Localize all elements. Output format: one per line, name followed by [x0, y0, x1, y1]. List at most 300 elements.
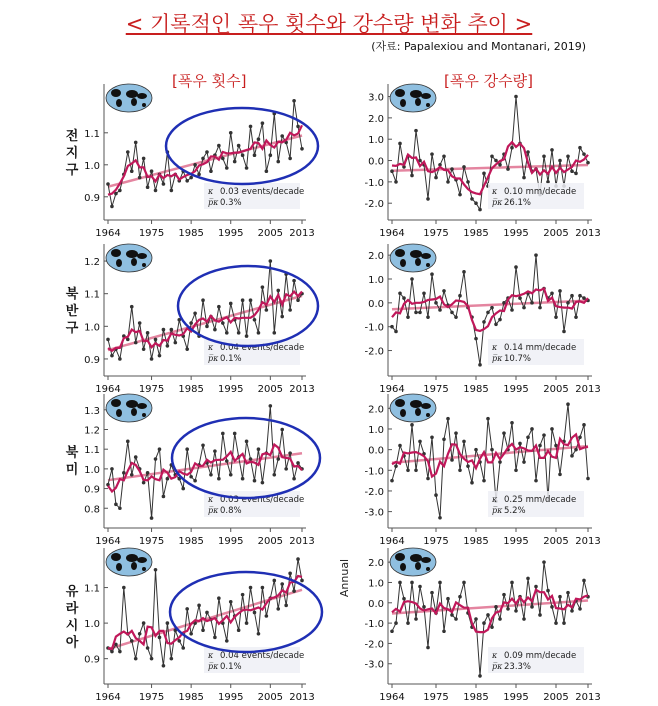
x-tick-label-amount-nh: 2013: [575, 384, 601, 395]
data-point-count-global: [110, 205, 114, 209]
y-tick-label-count-global: 1.0: [84, 160, 100, 172]
data-point-amount-na: [406, 468, 410, 472]
data-point-amount-eurasia: [458, 595, 462, 599]
data-point-amount-nh: [414, 311, 418, 315]
data-point-amount-eurasia: [398, 581, 402, 585]
y-tick-label-amount-global: -2.0: [364, 199, 384, 211]
y-tick-label-amount-eurasia: 1.0: [368, 578, 384, 590]
data-point-amount-eurasia: [426, 646, 430, 650]
pct-text-amount-eurasia: 23.3%: [504, 662, 532, 672]
kappa-symbol-amount-eurasia: κ: [492, 651, 498, 660]
row-label-3: 유: [65, 584, 79, 600]
data-point-count-global: [154, 189, 158, 193]
y-tick-label-count-na: 0.9: [84, 484, 100, 496]
data-point-count-na: [280, 428, 284, 432]
data-point-amount-eurasia: [394, 621, 398, 625]
data-point-count-nh: [162, 328, 166, 332]
data-point-amount-eurasia: [522, 617, 526, 621]
trend-text-amount-na: 0.25 mm/decade: [504, 495, 577, 505]
data-point-count-nh: [146, 331, 150, 335]
data-point-count-nh: [269, 259, 273, 263]
x-tick-label-count-nh: 1975: [138, 384, 165, 395]
data-point-amount-nh: [510, 308, 514, 312]
data-point-amount-eurasia: [582, 579, 586, 583]
x-tick-label-amount-nh: 1975: [423, 384, 449, 395]
data-point-count-global: [150, 169, 154, 173]
data-point-amount-nh: [554, 315, 558, 319]
data-point-count-eurasia: [170, 657, 174, 661]
data-point-count-eurasia: [185, 607, 189, 611]
data-point-count-nh: [185, 347, 189, 351]
data-point-count-nh: [106, 338, 110, 342]
data-point-amount-nh: [574, 315, 578, 319]
x-tick-label-count-global: 1964: [95, 228, 121, 239]
data-point-count-nh: [225, 331, 229, 335]
data-point-count-nh: [272, 331, 276, 335]
data-point-count-na: [118, 506, 122, 510]
x-tick-label-amount-eurasia: 2005: [543, 692, 569, 703]
data-point-amount-eurasia: [530, 605, 534, 609]
trend-text-count-nh: 0.04 events/decade: [220, 343, 305, 353]
data-point-amount-na: [398, 444, 402, 448]
data-point-amount-na: [442, 438, 446, 442]
data-point-amount-na: [418, 440, 422, 444]
data-point-amount-eurasia: [446, 597, 450, 601]
data-point-count-global: [265, 169, 269, 173]
data-point-amount-na: [446, 417, 450, 421]
data-point-count-eurasia: [229, 600, 233, 604]
data-point-count-na: [253, 479, 257, 483]
data-point-count-eurasia: [110, 650, 114, 654]
kappa-symbol-amount-global: κ: [492, 187, 498, 196]
data-point-amount-na: [530, 427, 534, 431]
x-tick-label-amount-global: 2005: [543, 228, 569, 239]
data-point-amount-nh: [394, 330, 398, 334]
data-point-amount-nh: [418, 311, 422, 315]
y-tick-label-amount-global: 1.0: [368, 135, 384, 147]
row-label-0: 지: [65, 146, 79, 161]
data-point-count-na: [181, 487, 185, 491]
pct-text-amount-na: 5.2%: [504, 506, 526, 516]
data-point-count-na: [154, 457, 158, 461]
highlight-ellipse-count-eurasia: [170, 572, 322, 652]
pk-symbol-amount-na: p̅κ: [492, 506, 503, 515]
x-tick-label-amount-global: 1995: [503, 228, 529, 239]
data-point-count-eurasia: [181, 646, 185, 650]
data-point-amount-eurasia: [510, 581, 514, 585]
data-point-count-nh: [241, 298, 245, 302]
data-point-count-global: [261, 121, 265, 125]
data-point-amount-nh: [398, 292, 402, 296]
x-tick-label-amount-global: 1975: [423, 228, 449, 239]
data-point-count-global: [276, 160, 280, 164]
y-tick-label-amount-nh: -2.0: [364, 346, 384, 358]
data-point-amount-eurasia: [542, 560, 546, 564]
data-point-count-global: [292, 99, 296, 103]
pk-symbol-amount-eurasia: p̅κ: [492, 662, 503, 671]
data-point-amount-eurasia: [534, 585, 538, 589]
data-point-amount-na: [526, 435, 530, 439]
data-point-count-nh: [150, 357, 154, 361]
data-point-count-eurasia: [237, 628, 241, 632]
data-point-amount-eurasia: [554, 621, 558, 625]
data-point-amount-eurasia: [506, 607, 510, 611]
data-point-amount-na: [490, 448, 494, 452]
data-point-count-nh: [229, 302, 233, 306]
pct-text-count-eurasia: 0.1%: [220, 662, 242, 672]
data-point-count-na: [241, 477, 245, 481]
x-tick-label-count-eurasia: 1964: [95, 692, 121, 703]
data-point-count-global: [118, 189, 122, 193]
data-point-amount-na: [426, 477, 430, 481]
y-tick-label-count-nh: 0.9: [84, 354, 100, 366]
data-point-amount-na: [574, 448, 578, 452]
x-tick-label-count-nh: 1964: [95, 384, 121, 395]
data-point-count-nh: [154, 338, 158, 342]
data-point-amount-nh: [474, 337, 478, 341]
data-point-amount-eurasia: [410, 581, 414, 585]
data-point-amount-na: [522, 460, 526, 464]
data-point-count-nh: [142, 347, 146, 351]
highlight-ellipse-count-na: [172, 418, 320, 498]
data-point-count-na: [296, 461, 300, 465]
x-tick-label-amount-global: 1985: [463, 228, 489, 239]
world-map-icon-count-eurasia: [106, 548, 152, 576]
y-tick-label-amount-na: -2.0: [364, 486, 384, 498]
data-point-amount-nh: [402, 296, 406, 300]
data-point-amount-na: [454, 431, 458, 435]
data-point-count-global: [138, 176, 142, 180]
y-tick-label-amount-global: 3.0: [368, 92, 384, 104]
data-point-amount-global: [526, 150, 530, 154]
y-tick-label-count-na: 1.0: [84, 464, 100, 476]
y-tick-label-amount-eurasia: 0.0: [368, 598, 384, 610]
y-tick-label-amount-na: -3.0: [364, 507, 384, 519]
data-point-amount-global: [446, 180, 450, 184]
data-point-amount-eurasia: [414, 617, 418, 621]
x-tick-label-amount-na: 1964: [379, 536, 405, 547]
data-point-count-global: [205, 150, 209, 154]
x-tick-label-amount-na: 2005: [543, 536, 569, 547]
data-point-amount-nh: [582, 296, 586, 300]
data-point-amount-na: [474, 448, 478, 452]
data-point-count-nh: [221, 321, 225, 325]
x-tick-label-amount-nh: 1985: [463, 384, 489, 395]
data-point-amount-na: [466, 464, 470, 468]
data-point-amount-eurasia: [462, 581, 466, 585]
data-point-amount-eurasia: [406, 621, 410, 625]
data-point-count-eurasia: [166, 621, 170, 625]
data-point-count-eurasia: [201, 628, 205, 632]
y-tick-label-amount-na: 2.0: [368, 404, 384, 416]
x-tick-label-amount-na: 1985: [463, 536, 489, 547]
data-point-amount-nh: [454, 315, 458, 319]
kappa-symbol-amount-nh: κ: [492, 343, 498, 352]
data-point-amount-global: [574, 172, 578, 176]
data-point-amount-nh: [518, 296, 522, 300]
data-point-count-eurasia: [134, 657, 138, 661]
x-tick-label-amount-eurasia: 1964: [379, 692, 405, 703]
data-point-count-global: [134, 141, 138, 145]
world-map-icon-amount-global: [390, 84, 436, 112]
data-point-amount-global: [398, 142, 402, 146]
data-point-amount-eurasia: [546, 589, 550, 593]
world-map-icon-count-na: [106, 394, 152, 422]
data-point-amount-global: [394, 180, 398, 184]
data-point-count-eurasia: [213, 636, 217, 640]
data-point-amount-nh: [442, 289, 446, 293]
data-point-count-nh: [118, 357, 122, 361]
y-tick-label-count-eurasia: 1.0: [84, 619, 100, 631]
data-point-amount-nh: [514, 265, 518, 269]
world-map-icon-amount-nh: [390, 244, 436, 272]
data-point-amount-global: [458, 193, 462, 197]
y-tick-label-count-na: 1.1: [84, 445, 100, 457]
data-point-count-na: [288, 451, 292, 455]
row-label-3: 아: [65, 635, 79, 651]
data-point-count-na: [146, 471, 150, 475]
data-point-count-global: [245, 166, 249, 170]
data-point-amount-global: [466, 180, 470, 184]
data-point-amount-eurasia: [482, 621, 486, 625]
data-point-count-nh: [265, 308, 269, 312]
data-point-count-nh: [288, 308, 292, 312]
data-point-count-na: [193, 479, 197, 483]
data-point-count-global: [126, 150, 130, 154]
data-point-amount-global: [450, 167, 454, 171]
data-point-amount-global: [470, 197, 474, 201]
x-tick-label-count-global: 1985: [178, 228, 204, 239]
y-tick-label-amount-nh: -1.0: [364, 322, 384, 334]
data-point-amount-nh: [498, 318, 502, 322]
data-point-count-nh: [253, 318, 257, 322]
data-point-count-eurasia: [197, 604, 201, 608]
data-point-amount-na: [458, 468, 462, 472]
data-point-amount-na: [502, 431, 506, 435]
data-point-count-global: [269, 153, 273, 157]
data-point-amount-eurasia: [402, 597, 406, 601]
data-point-amount-eurasia: [422, 605, 426, 609]
data-point-count-eurasia: [158, 636, 162, 640]
data-point-count-eurasia: [122, 586, 126, 590]
data-point-amount-nh: [438, 308, 442, 312]
data-point-count-na: [114, 503, 118, 507]
data-point-amount-eurasia: [442, 629, 446, 633]
data-point-count-eurasia: [253, 611, 257, 615]
x-tick-label-count-eurasia: 2013: [289, 692, 315, 703]
row-label-3: 시: [65, 618, 79, 634]
data-point-amount-global: [414, 129, 418, 133]
data-point-count-na: [209, 473, 213, 477]
x-tick-label-amount-nh: 1995: [503, 384, 529, 395]
data-point-count-nh: [257, 331, 261, 335]
data-point-count-nh: [217, 305, 221, 309]
data-point-amount-na: [534, 479, 538, 483]
pk-symbol-amount-global: p̅κ: [492, 198, 503, 207]
data-point-amount-global: [474, 201, 478, 205]
data-point-count-global: [229, 131, 233, 135]
highlight-ellipse-count-global: [166, 108, 318, 184]
x-tick-label-count-na: 2013: [289, 536, 315, 547]
data-point-amount-na: [486, 417, 490, 421]
data-point-count-nh: [245, 334, 249, 338]
world-map-icon-amount-eurasia: [390, 548, 436, 576]
data-point-count-na: [166, 477, 170, 481]
pct-text-amount-nh: 10.7%: [504, 354, 532, 364]
data-point-amount-global: [430, 152, 434, 156]
data-point-count-global: [296, 125, 300, 129]
column-title-count: [폭우 횟수]: [172, 72, 247, 90]
data-point-amount-nh: [490, 306, 494, 310]
data-point-amount-global: [410, 174, 414, 178]
data-point-count-na: [233, 432, 237, 436]
data-point-amount-na: [438, 516, 442, 520]
data-point-count-na: [213, 449, 217, 453]
trend-text-count-eurasia: 0.04 events/decade: [220, 651, 305, 661]
data-point-count-eurasia: [217, 596, 221, 600]
data-point-count-eurasia: [257, 632, 261, 636]
data-point-count-eurasia: [177, 639, 181, 643]
y-tick-label-amount-eurasia: -1.0: [364, 619, 384, 631]
data-point-amount-eurasia: [478, 674, 482, 678]
pk-symbol-count-global: p̅κ: [208, 198, 219, 207]
data-point-amount-na: [578, 435, 582, 439]
data-point-amount-na: [430, 435, 434, 439]
data-point-count-na: [134, 455, 138, 459]
y-tick-label-amount-global: 2.0: [368, 113, 384, 125]
y-tick-label-count-na: 0.8: [84, 504, 100, 516]
y-tick-label-count-na: 1.2: [84, 425, 100, 437]
data-point-amount-na: [550, 427, 554, 431]
data-point-amount-na: [538, 444, 542, 448]
page-title: < 기록적인 폭우 횟수와 강수량 변화 추이 >: [125, 12, 533, 36]
data-point-count-global: [185, 179, 189, 183]
data-point-count-eurasia: [296, 557, 300, 561]
data-point-count-na: [189, 475, 193, 479]
data-point-amount-na: [518, 442, 522, 446]
data-point-amount-nh: [558, 289, 562, 293]
data-point-amount-na: [394, 464, 398, 468]
pk-symbol-count-nh: p̅κ: [208, 354, 219, 363]
data-point-amount-global: [586, 161, 590, 165]
data-point-count-eurasia: [284, 604, 288, 608]
data-point-count-global: [217, 144, 221, 148]
data-point-count-nh: [205, 325, 209, 329]
data-point-count-global: [146, 185, 150, 189]
kappa-symbol-count-eurasia: κ: [208, 651, 214, 660]
data-point-amount-global: [550, 148, 554, 152]
data-point-count-nh: [201, 298, 205, 302]
data-point-amount-na: [566, 402, 570, 406]
x-tick-label-amount-global: 1964: [379, 228, 405, 239]
data-point-amount-eurasia: [498, 617, 502, 621]
data-point-count-global: [189, 176, 193, 180]
data-point-count-eurasia: [261, 586, 265, 590]
data-point-count-global: [221, 157, 225, 161]
y-tick-label-count-nh: 1.2: [84, 257, 100, 269]
x-tick-label-count-global: 1995: [218, 228, 244, 239]
data-point-count-nh: [138, 321, 142, 325]
world-map-icon-count-nh: [106, 244, 152, 272]
row-label-2: 북: [65, 445, 79, 461]
data-point-count-global: [280, 134, 284, 138]
pct-text-count-nh: 0.1%: [220, 354, 242, 364]
data-point-count-global: [162, 182, 166, 186]
data-point-amount-global: [426, 197, 430, 201]
data-point-count-na: [162, 495, 166, 499]
data-point-amount-nh: [422, 292, 426, 296]
data-point-count-nh: [166, 344, 170, 348]
x-tick-label-count-nh: 2005: [257, 384, 284, 395]
data-point-amount-eurasia: [538, 613, 542, 617]
x-tick-label-amount-nh: 2005: [543, 384, 569, 395]
x-tick-label-count-global: 1975: [138, 228, 165, 239]
data-point-count-na: [221, 432, 225, 436]
data-point-amount-na: [510, 421, 514, 425]
data-point-amount-eurasia: [486, 613, 490, 617]
data-point-count-global: [170, 189, 174, 193]
data-point-amount-na: [582, 423, 586, 427]
data-point-amount-global: [482, 172, 486, 176]
world-map-icon-count-global: [106, 84, 152, 112]
pct-text-amount-global: 26.1%: [504, 198, 532, 208]
data-point-count-eurasia: [138, 632, 142, 636]
data-point-amount-global: [558, 159, 562, 163]
data-point-count-global: [288, 157, 292, 161]
data-point-count-nh: [189, 321, 193, 325]
data-point-amount-global: [506, 167, 510, 171]
row-label-2: 미: [65, 462, 79, 478]
data-point-count-nh: [174, 341, 178, 345]
data-point-amount-global: [514, 95, 518, 99]
x-tick-label-count-na: 1985: [178, 536, 204, 547]
data-point-count-nh: [170, 328, 174, 332]
data-point-amount-global: [494, 159, 498, 163]
data-point-amount-global: [498, 163, 502, 167]
kappa-symbol-count-na: κ: [208, 495, 214, 504]
data-point-count-nh: [213, 328, 217, 332]
pct-text-count-global: 0.3%: [220, 198, 242, 208]
data-point-amount-global: [542, 154, 546, 158]
x-tick-label-count-nh: 1995: [218, 384, 244, 395]
x-tick-label-amount-eurasia: 1985: [463, 692, 489, 703]
pk-symbol-amount-nh: p̅κ: [492, 354, 503, 363]
row-label-3: 라: [65, 601, 79, 617]
y-tick-label-count-nh: 1.0: [84, 322, 100, 334]
data-point-count-na: [142, 481, 146, 485]
data-point-amount-nh: [530, 301, 534, 305]
data-point-amount-eurasia: [502, 593, 506, 597]
y-tick-label-count-na: 1.3: [84, 405, 100, 417]
row-label-1: 반: [65, 304, 79, 319]
data-point-count-na: [126, 440, 130, 444]
data-point-count-eurasia: [280, 582, 284, 586]
data-point-count-global: [142, 157, 146, 161]
data-point-count-na: [130, 473, 134, 477]
y-tick-label-amount-nh: 0.0: [368, 298, 384, 310]
x-tick-label-count-na: 1975: [138, 536, 165, 547]
data-point-amount-global: [478, 208, 482, 212]
data-point-count-na: [292, 477, 296, 481]
x-tick-label-count-global: 2005: [257, 228, 284, 239]
data-point-count-eurasia: [300, 579, 304, 583]
data-point-count-nh: [292, 279, 296, 283]
x-tick-label-amount-eurasia: 2013: [575, 692, 601, 703]
data-point-count-nh: [193, 311, 197, 315]
data-point-amount-eurasia: [578, 607, 582, 611]
data-point-amount-nh: [486, 311, 490, 315]
trend-text-count-na: 0.03 events/decade: [220, 495, 305, 505]
